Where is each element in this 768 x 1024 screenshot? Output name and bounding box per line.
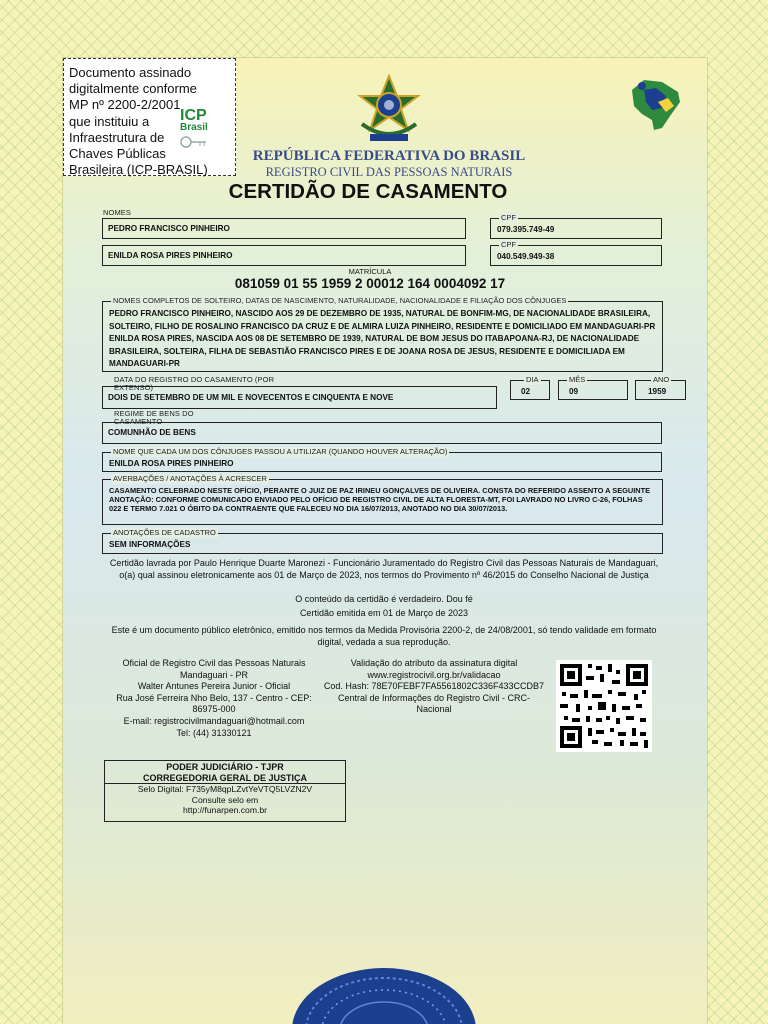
key-icon	[180, 133, 230, 151]
cadastro-label: ANOTAÇÕES DE CADASTRO	[113, 528, 216, 537]
oficial-line: 86975-000	[192, 704, 236, 715]
icp-brasil-text: Brasil	[180, 122, 208, 133]
full-names-field	[102, 296, 663, 372]
spouse1-name: PEDRO FRANCISCO PINHEIRO	[102, 218, 466, 239]
seal-consult-url[interactable]: http://funarpen.com.br	[182, 804, 268, 815]
cpf1-value: 079.395.749-49	[497, 225, 555, 234]
stamp-line: MP nº 2200-2/2001	[69, 97, 181, 113]
regime-label: REGIME DE BENS DO CASAMENTO	[114, 409, 194, 426]
oficial-line: Mandaguari - PR	[179, 669, 249, 680]
day-label: DIA	[526, 375, 539, 384]
year-value: 1959	[648, 387, 667, 396]
cpf2-value: 040.549.949-38	[497, 252, 555, 261]
validation-line: Central de Informações do Registro Civil - CRC-	[337, 692, 531, 703]
day-value: 02	[521, 387, 531, 396]
stamp-line: Brasileira (ICP-BRASIL)	[69, 162, 208, 178]
matricula-label: MATRÍCULA	[348, 267, 392, 276]
stamp-line: que instituiu a	[69, 113, 150, 129]
year-field	[635, 375, 686, 400]
oficial-info	[100, 658, 328, 739]
oficial-line: Walter Antunes Pereira Junior - Oficial	[137, 681, 291, 692]
electronic-notice: Este é um documento público eletrônico, emitido nos termos da Medida Provisória 2200-2, de 24/08/2001, só tendo validade em formato digital, vedada a sua reprodução.	[111, 625, 657, 647]
seal-title-2: CORREGEDORIA GERAL DE JUSTIÇA	[105, 773, 345, 785]
stamp-line: Infraestrutura de	[69, 129, 165, 145]
cpf2-field	[490, 240, 662, 266]
oficial-phone: Tel: (44) 31330121	[176, 727, 252, 738]
new-name-value: ENILDA ROSA PIRES PINHEIRO	[109, 459, 234, 468]
cadastro-value: SEM INFORMAÇÕES	[109, 540, 191, 549]
date-text: DOIS DE SETEMBRO DE UM MIL E NOVECENTOS E CINQUENTA E NOVE	[102, 386, 497, 409]
stamp-line: Documento assinado	[69, 65, 192, 80]
new-name-field	[102, 447, 662, 472]
truthful-statement: O conteúdo da certidão é verdadeiro. Dou fé	[295, 594, 473, 604]
month-label: MÊS	[569, 375, 586, 384]
icp-logo-text: ICP	[180, 107, 207, 124]
republic-heading: REPÚBLICA FEDERATIVA DO BRASIL	[252, 148, 526, 164]
cpf1-field	[490, 213, 662, 239]
oficial-line: Oficial de Registro Civil das Pessoas Naturais	[122, 658, 306, 668]
seal-code: Selo Digital: F735yM8qpLZvtYeVTQ5LVZN2V	[137, 784, 313, 794]
validation-line: Nacional	[416, 704, 452, 715]
stamp-line: digitalmente conforme	[69, 81, 197, 97]
icp-brasil-logo	[180, 108, 232, 156]
seal-consult-label: Consulte selo em	[191, 794, 259, 805]
validation-info	[312, 658, 556, 716]
page-title: CERTIDÃO DE CASAMENTO	[228, 180, 508, 203]
averbacoes-text: CASAMENTO CELEBRADO NESTE OFÍCIO, PERANTE O JUIZ DE PAZ IRINEU GONÇALVES DE OLIVEIRA. CONSTA DO REFERIDO ASSENTO A SEGUINTE ANOTAÇÃO: CONFORME COMUNICADO ENVIADO PELO OFÍCIO DE REGISTRO CIVIL DE ALTA FLORESTA-MT, FOI LAVRADO NO LIVRO C-26, FOLHAS 022 E TERMO 7.021 O ÓBITO DA CONTRAENTE QUE FALECEU NO DIA 16/07/2013, ANOTADO NO DIA 30/07/2013.	[109, 486, 651, 514]
validation-url[interactable]: www.registrocivil.org.br/validacao	[367, 669, 501, 680]
cpf2-label: CPF	[501, 240, 516, 249]
new-name-label: NOME QUE CADA UM DOS CÔNJUGES PASSOU A UTILIZAR (QUANDO HOUVER ALTERAÇÃO)	[113, 447, 448, 456]
day-field	[510, 375, 550, 400]
full-names-text: PEDRO FRANCISCO PINHEIRO, NASCIDO AOS 29 DE DEZEMBRO DE 1935, NATURAL DE BONFIM-MG, DE NACIONALIDADE BRASILEIRA, SOLTEIRO, FILHO DE ROSALINO FRANCISCO DA CRUZ E DE ALMIRA LUIZA PINHEIRO, RESIDENTE E DOMICILIADO EM MANDAGUARI-PR ENILDA ROSA PIRES, NASCIDA AOS 08 DE SETEMBRO DE 1939, NATURAL DE BOM JESUS DO ITABAPOANA-RJ, DE NACIONALIDADE BRASILEIRA, SOLTEIRA, FILHA DE SEBASTIÃO FRANCISCO PIRES E DE JOANA ROSA DE JESUS, RESIDENTE E DOMICILIADA EM MANDAGUARI-PR	[109, 309, 656, 369]
nomes-label: NOMES	[103, 208, 132, 217]
coat-of-arms-icon	[356, 74, 422, 144]
blue-rosette-seal-icon	[290, 960, 478, 1024]
lavrada-paragraph: Certidão lavrada por Paulo Henrique Duarte Maronezi - Funcionário Juramentado do Registro Civil das Pessoas Naturais de Mandaguari, o(a) qual assinou eletronicamente aos 01 de Março de 2023, nos termos do Provimento nº 46/2015 do Conselho Nacional de Justiça	[109, 558, 659, 580]
month-value: 09	[569, 387, 579, 396]
brazil-map-emblem-icon	[622, 76, 686, 134]
matricula-number: 081059 01 55 1959 2 00012 164 0004092 17	[234, 276, 506, 291]
averbacoes-label: AVERBAÇÕES / ANOTAÇÕES À ACRESCER	[113, 474, 267, 483]
judicial-seal-box	[104, 760, 346, 822]
stamp-line: Chaves Públicas	[69, 146, 166, 162]
full-names-label: NOMES COMPLETOS DE SOLTEIRO, DATAS DE NASCIMENTO, NATURALIDADE, NACIONALIDADE E FILIAÇÃO DOS CÔNJUGES	[113, 296, 567, 305]
registry-heading: REGISTRO CIVIL DAS PESSOAS NATURAIS	[265, 165, 513, 179]
seal-title-1: PODER JUDICIÁRIO - TJPR	[166, 762, 284, 772]
qr-code-icon[interactable]	[556, 660, 652, 752]
validation-hash: Cod. Hash: 78E70FEBF7FA5561802C336F433CCDB7	[323, 681, 545, 692]
regime-value: COMUNHÃO DE BENS	[102, 422, 662, 444]
emission-date: Certidão emitida em 01 de Março de 2023	[299, 608, 469, 618]
date-label: DATA DO REGISTRO DO CASAMENTO (POR EXTENSO)	[114, 375, 275, 392]
oficial-email: E-mail: registrocivilmandaguari@hotmail.com	[123, 715, 305, 726]
averbacoes-field	[102, 474, 663, 525]
validation-line: Validação do atributo da assinatura digital	[350, 658, 518, 668]
oficial-line: Rua José Ferreira Nho Belo, 137 - Centro - CEP:	[116, 692, 312, 703]
year-label: ANO	[653, 375, 670, 384]
cadastro-field	[102, 528, 663, 554]
month-field	[558, 375, 628, 400]
spouse2-name: ENILDA ROSA PIRES PINHEIRO	[102, 245, 466, 266]
cpf1-label: CPF	[501, 213, 516, 222]
